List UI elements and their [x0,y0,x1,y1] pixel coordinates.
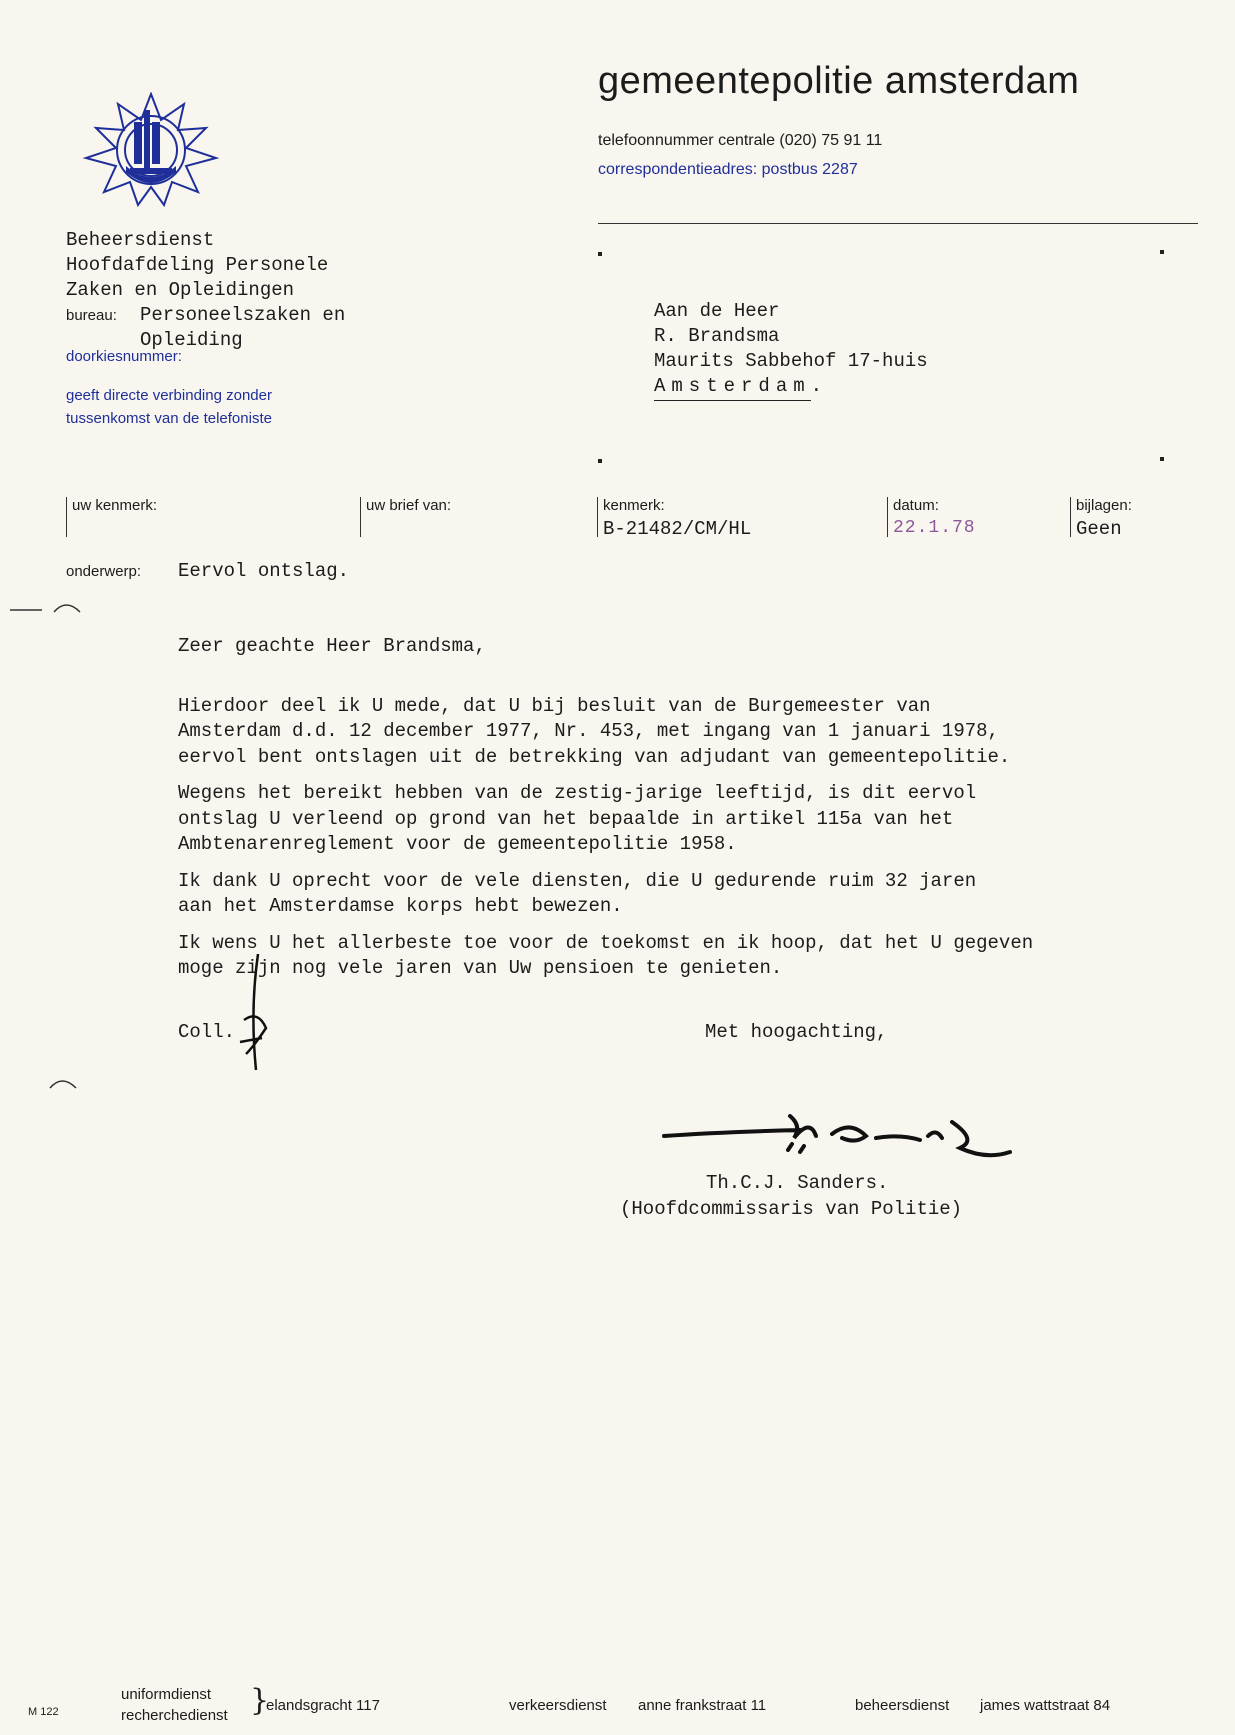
fold-mark [598,252,602,256]
body-paragraph: Ik wens U het allerbeste toe voor de toekomst en ik hoop, dat het U gegeven moge zijn nog vele jaren van Uw pensioen te genieten. [178,931,1034,979]
recipient-line: R. Brandsma [654,325,780,347]
recipient-line: Aan de Heer [654,300,780,322]
uw-kenmerk-label: uw kenmerk: [72,497,158,514]
bijlagen-value: Geen [1076,518,1122,540]
note-line: geeft directe verbinding zonder [66,387,272,404]
fold-mark [1160,457,1164,461]
handwritten-initial [236,950,276,1080]
salutation: Zeer geachte Heer Brandsma, [178,635,486,657]
kenmerk-label: kenmerk: [603,497,665,514]
kenmerk-value: B-21482/CM/HL [603,518,752,540]
correspondence-address: correspondentieadres: postbus 2287 [598,161,858,178]
bureau-value: Personeelszaken en [140,304,346,326]
bureau-value: Opleiding [140,329,243,351]
signatory-title: (Hoofdcommissaris van Politie) [620,1198,963,1220]
letter-body [178,634,1158,993]
recipient-city: Amsterdam [654,374,811,401]
footer-uniform: uniformdienst [121,1686,212,1703]
body-paragraph: Hierdoor deel ik U mede, dat U bij besluit van de Burgemeester van Amsterdam d.d. 12 december 1977, Nr. 453, met ingang van 1 januari 1978, eervol bent ontslagen uit de betrekking van adjudant van gemeentepolitie. [178,694,1011,768]
body-paragraph: Ik dank U oprecht voor de vele diensten, die U gedurende ruim 32 jaren aan het Amsterdamse korps hebt bewezen. [178,869,977,917]
fold-mark [1160,250,1164,254]
bijlagen-label: bijlagen: [1076,497,1132,514]
organization-title: gemeentepolitie amsterdam [598,60,1080,102]
form-code: M 122 [28,1706,59,1718]
header-rule [598,223,1198,224]
fold-mark [598,459,602,463]
signatory-name: Th.C.J. Sanders. [706,1172,889,1194]
sender-line: Beheersdienst [66,229,215,251]
footer-verkeer-label: verkeersdienst [509,1697,607,1714]
footer-recherche: recherchedienst [121,1707,228,1724]
ref-uw-kenmerk [66,497,157,537]
datum-label: datum: [893,497,939,514]
note-line: tussenkomst van de telefoniste [66,410,272,427]
footer-beheer-address: james wattstraat 84 [980,1697,1111,1714]
footer-services [121,1684,228,1726]
direct-number-note [66,384,272,430]
punch-mark [8,598,88,618]
punch-mark [44,1074,84,1094]
footer-address: elandsgracht 117 [266,1697,380,1714]
handwritten-signature [660,1100,1040,1170]
ref-datum [887,497,976,537]
recipient-line: Maurits Sabbehof 17-huis [654,350,928,372]
sender-line: Hoofdafdeling Personele [66,254,329,276]
subject-value: Eervol ontslag. [178,560,350,582]
sender-department [66,228,345,353]
body-paragraph: Wegens het bereikt hebben van de zestig-jarige leeftijd, is dit eervol ontslag U verleend op grond van het bepaalde in artikel 115a van het Ambtenarenreglement voor de gemeentepolitie 1958. [178,782,977,855]
ref-uw-brief [360,497,451,537]
bureau-label: bureau: [66,307,117,324]
recipient-city-dot: . [810,375,823,397]
sender-line: Zaken en Opleidingen [66,279,295,301]
uw-brief-label: uw brief van: [366,497,452,514]
subject-label: onderwerp: [66,563,142,580]
footer-beheer-label: beheersdienst [855,1697,950,1714]
coll-mark: Coll. [178,1021,236,1043]
closing-greeting: Met hoogachting, [705,1021,888,1043]
ref-kenmerk [597,497,752,540]
recipient-address [654,299,928,401]
footer-verkeer-address: anne frankstraat 11 [638,1697,767,1714]
ref-bijlagen [1070,497,1132,540]
date-stamp: 22.1.78 [893,518,976,538]
footer-brace: } [250,1683,270,1718]
police-star-emblem [66,92,236,207]
direct-number-label: doorkiesnummer: [66,348,182,365]
phone-number: telefoonnummer centrale (020) 75 91 11 [598,132,883,149]
